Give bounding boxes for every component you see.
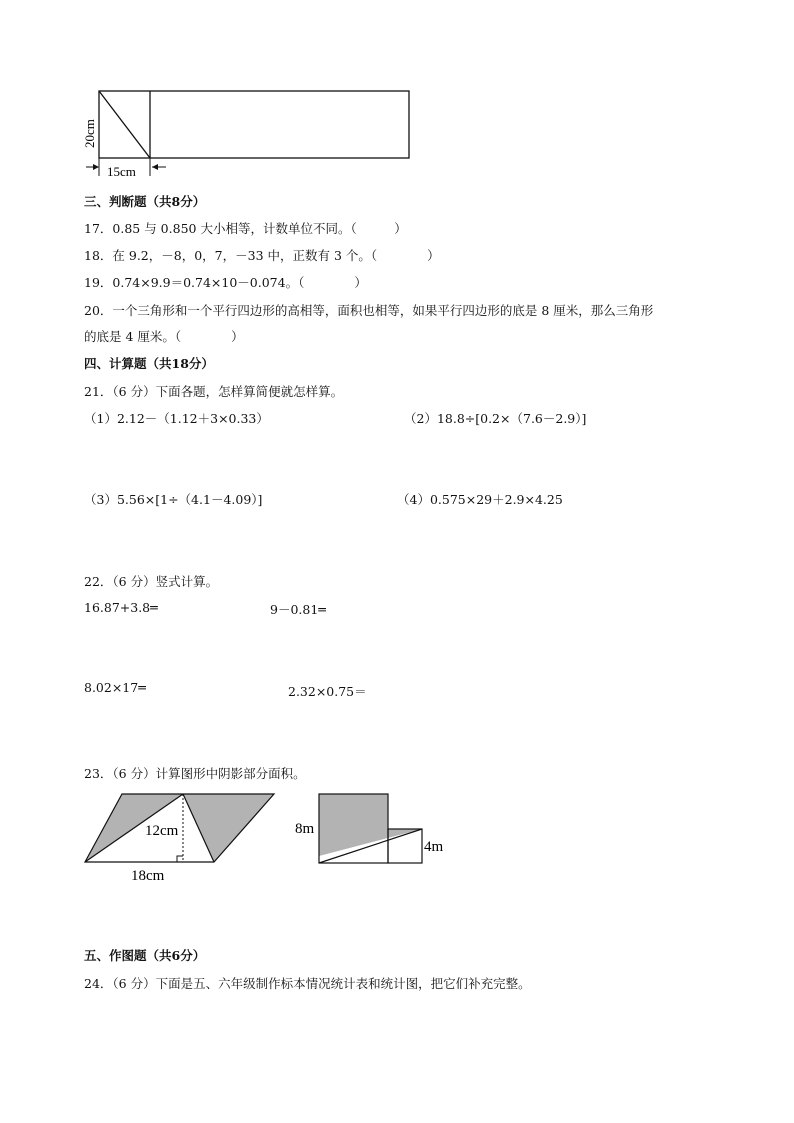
question-21-part1: （1）2.12－（1.12＋3×0.33） xyxy=(84,411,269,426)
question-21-part2: （2）18.8÷[0.2×（7.6－2.9）] xyxy=(404,411,587,426)
width-label-15cm: 15cm xyxy=(107,164,136,179)
question-24: 24．（6 分）下面是五、六年级制作标本情况统计表和统计图，把它们补充完整。 xyxy=(84,976,531,991)
question-18: 18．在 9.2，－8，0，7，－33 中，正数有 3 个。（ ） xyxy=(84,248,440,263)
fig2-right-label: 4m xyxy=(424,839,444,855)
height-label-20cm: 20cm xyxy=(82,119,97,148)
question-17: 17．0.85 与 0.850 大小相等，计数单位不同。（ ） xyxy=(84,221,407,236)
question-22-stem: 22．（6 分）竖式计算。 xyxy=(84,574,219,589)
section-5-title: 五、作图题（共6分） xyxy=(84,948,206,963)
section-4-title: 四、计算题（共18分） xyxy=(84,356,214,371)
question-21-part3: （3）5.56×[1÷（4.1－4.09）] xyxy=(84,492,263,507)
fig1-height-label: 12cm xyxy=(145,823,179,839)
question-22-b: 9－0.81═ xyxy=(270,602,326,617)
question-22-d: 2.32×0.75＝ xyxy=(288,684,367,699)
fig2-left-label: 8m xyxy=(295,821,315,837)
question-21-part4: （4）0.575×29＋2.9×4.25 xyxy=(397,492,563,507)
question-21-stem: 21．（6 分）下面各题，怎样算简便就怎样算。 xyxy=(84,384,344,399)
outer-rectangle xyxy=(99,91,409,158)
question-20-line1: 20．一个三角形和一个平行四边形的高相等，面积也相等，如果平行四边形的底是 8 厘米，那么三角形 xyxy=(84,303,654,318)
fig1-base-label: 18cm xyxy=(131,868,165,884)
fig1-shaded-triangle-right xyxy=(183,794,274,862)
question-20-line2: 的底是 4 厘米。（ ） xyxy=(84,329,244,344)
shaded-area-figures xyxy=(0,785,794,895)
fig2-shaded-area xyxy=(319,794,422,856)
section-3-title: 三、判断题（共8分） xyxy=(84,194,206,209)
top-rectangle-figure xyxy=(0,0,794,190)
diagonal-line xyxy=(99,91,150,158)
question-22-c: 8.02×17═ xyxy=(84,680,146,695)
question-22-a: 16.87+3.8═ xyxy=(84,600,158,615)
question-19: 19．0.74×9.9＝0.74×10－0.074。（ ） xyxy=(84,275,367,290)
question-23-stem: 23．（6 分）计算图形中阴影部分面积。 xyxy=(84,766,306,781)
